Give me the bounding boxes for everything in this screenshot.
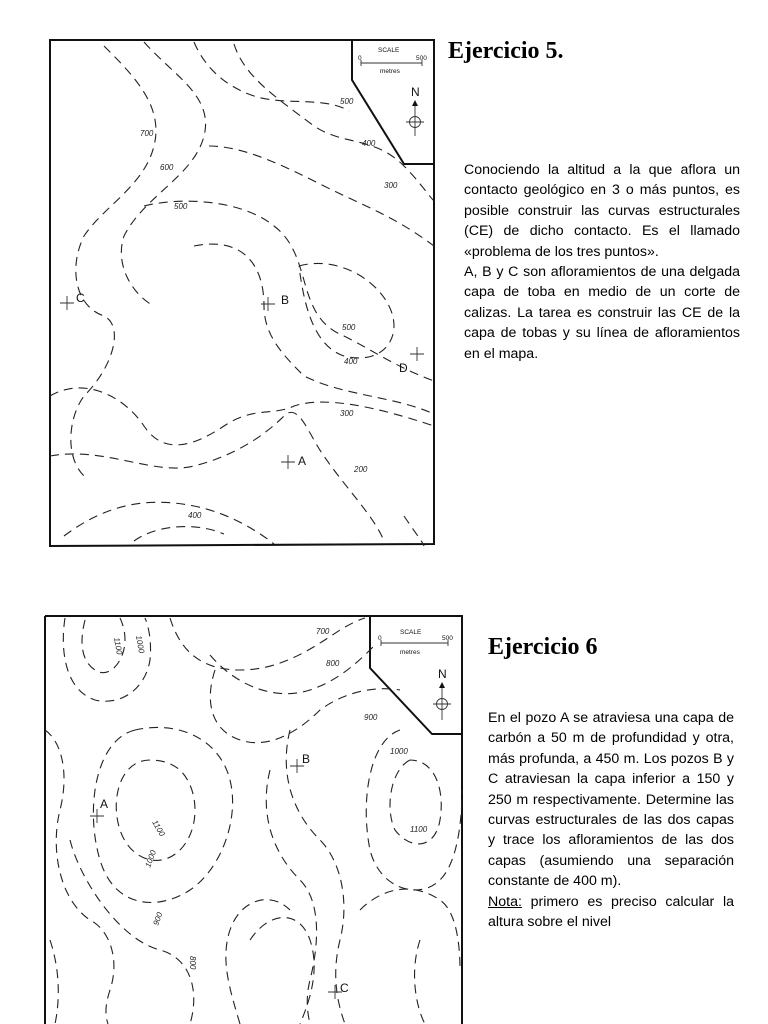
contour-label: 1000 xyxy=(134,634,146,654)
contour-label: 1000 xyxy=(390,747,408,756)
contour-label: 300 xyxy=(384,181,398,190)
point-b-label: B xyxy=(302,752,311,766)
exercise6-map xyxy=(40,610,464,1024)
contour-line xyxy=(209,146,434,246)
point-a-marker xyxy=(90,809,104,823)
contour-line xyxy=(210,645,375,694)
contour-label: 1100 xyxy=(112,636,124,656)
contour-line xyxy=(266,770,316,1024)
contour-line xyxy=(360,889,460,970)
contour-line xyxy=(50,940,58,1024)
contour-label: 1100 xyxy=(150,818,167,838)
exercise6-note xyxy=(488,892,734,933)
point-b-marker xyxy=(261,297,275,311)
contour-label: 500 xyxy=(342,323,356,332)
contour-label: 900 xyxy=(364,713,378,722)
contour-label: 300 xyxy=(340,409,354,418)
scale-label: SCALE xyxy=(378,47,400,54)
contour-line xyxy=(134,527,224,541)
contour-label: 400 xyxy=(344,357,358,366)
exercise5-text xyxy=(464,160,740,364)
contour-label: 400 xyxy=(188,511,202,520)
scale-bar xyxy=(381,640,448,646)
exercise5-title: Ejercicio 5. xyxy=(448,38,564,64)
contour-label: 800 xyxy=(188,956,197,970)
scale-unit: metres xyxy=(380,68,400,75)
contour-line xyxy=(210,670,400,743)
note-text: primero es preciso calcular la altura sobre el nivel xyxy=(488,893,734,931)
north-label: N xyxy=(438,667,447,681)
contour-label: 600 xyxy=(160,163,174,172)
point-c-label: C xyxy=(76,291,85,305)
north-label: N xyxy=(411,85,420,99)
contour-line xyxy=(194,244,434,414)
contour-line xyxy=(45,730,114,1024)
scale-max: 500 xyxy=(442,635,453,642)
contour-line xyxy=(64,502,274,544)
scale-max: 500 xyxy=(416,55,427,62)
map-frame xyxy=(45,616,462,1024)
contour-line xyxy=(116,760,195,860)
contour-line xyxy=(194,42,349,111)
contour-label: 1000 xyxy=(143,848,158,869)
contour-line xyxy=(121,42,205,306)
scale-bar xyxy=(361,60,422,66)
exercise6-text xyxy=(488,708,734,932)
point-c-marker xyxy=(60,296,74,310)
contour-line xyxy=(366,730,462,890)
point-a-label: A xyxy=(100,797,109,811)
contour-line xyxy=(50,412,384,541)
scale-min: 0 xyxy=(378,635,382,642)
north-arrow-icon xyxy=(433,682,451,720)
exercise5-paragraph-1: Conociendo la altitud a la que aflora un contacto geológico en 3 o más puntos, es posible construir las curvas estructurales (CE) de dicho contacto. Es el llamado «problema de los tres puntos». xyxy=(464,162,740,260)
note-label: Nota: xyxy=(488,893,522,910)
contour-label: 500 xyxy=(340,97,354,106)
contour-line xyxy=(63,618,150,701)
north-arrow-icon xyxy=(406,100,424,136)
contour-label: 800 xyxy=(326,659,340,668)
contour-line xyxy=(250,918,314,1024)
contour-label: 400 xyxy=(362,139,376,148)
contour-line xyxy=(93,727,232,902)
point-d-marker xyxy=(410,347,424,361)
point-d-label: D xyxy=(399,361,408,375)
contour-label: 900 xyxy=(151,911,165,927)
contour-label: 700 xyxy=(140,129,154,138)
contour-line xyxy=(404,516,424,546)
exercise6-paragraph: En el pozo A se atraviesa una capa de carbón a 50 m de profundidad y otra, más profunda, a 450 m. Los pozos B y C atraviesan la capa inferior a 150 y 250 m respectivamente. Determine las curvas estructurales de las dos capas y trace los afloramientos de las dos capas (asumiendo una separación constante de 400 m). xyxy=(488,710,734,890)
point-c-label: C xyxy=(340,981,349,995)
contour-line xyxy=(144,201,434,381)
scale-label: SCALE xyxy=(400,629,422,636)
point-a-marker xyxy=(281,455,295,469)
contour-line xyxy=(415,940,425,1024)
point-b-label: B xyxy=(281,293,290,307)
map-frame xyxy=(50,40,434,546)
point-a-label: A xyxy=(298,454,307,468)
contour-line xyxy=(71,46,156,476)
contour-label: 700 xyxy=(316,627,330,636)
scale-min: 0 xyxy=(358,55,362,62)
exercise5-paragraph-2: A, B y C son afloramientos de una delgada capa de toba en medio de un corte de calizas. La tarea es construir las CE de la capa de tobas y su línea de afloramientos en el mapa. xyxy=(464,264,740,362)
contour-label: 1100 xyxy=(410,825,428,834)
contour-line xyxy=(286,730,345,1024)
contour-line xyxy=(70,840,194,1024)
contour-line xyxy=(234,44,434,201)
contour-line xyxy=(299,263,394,358)
scale-unit: metres xyxy=(400,649,420,656)
contour-label: 200 xyxy=(354,465,368,474)
contour-line xyxy=(50,388,434,445)
contour-label: 500 xyxy=(174,202,188,211)
exercise5-map xyxy=(44,36,436,548)
exercise6-title: Ejercicio 6 xyxy=(488,634,598,660)
